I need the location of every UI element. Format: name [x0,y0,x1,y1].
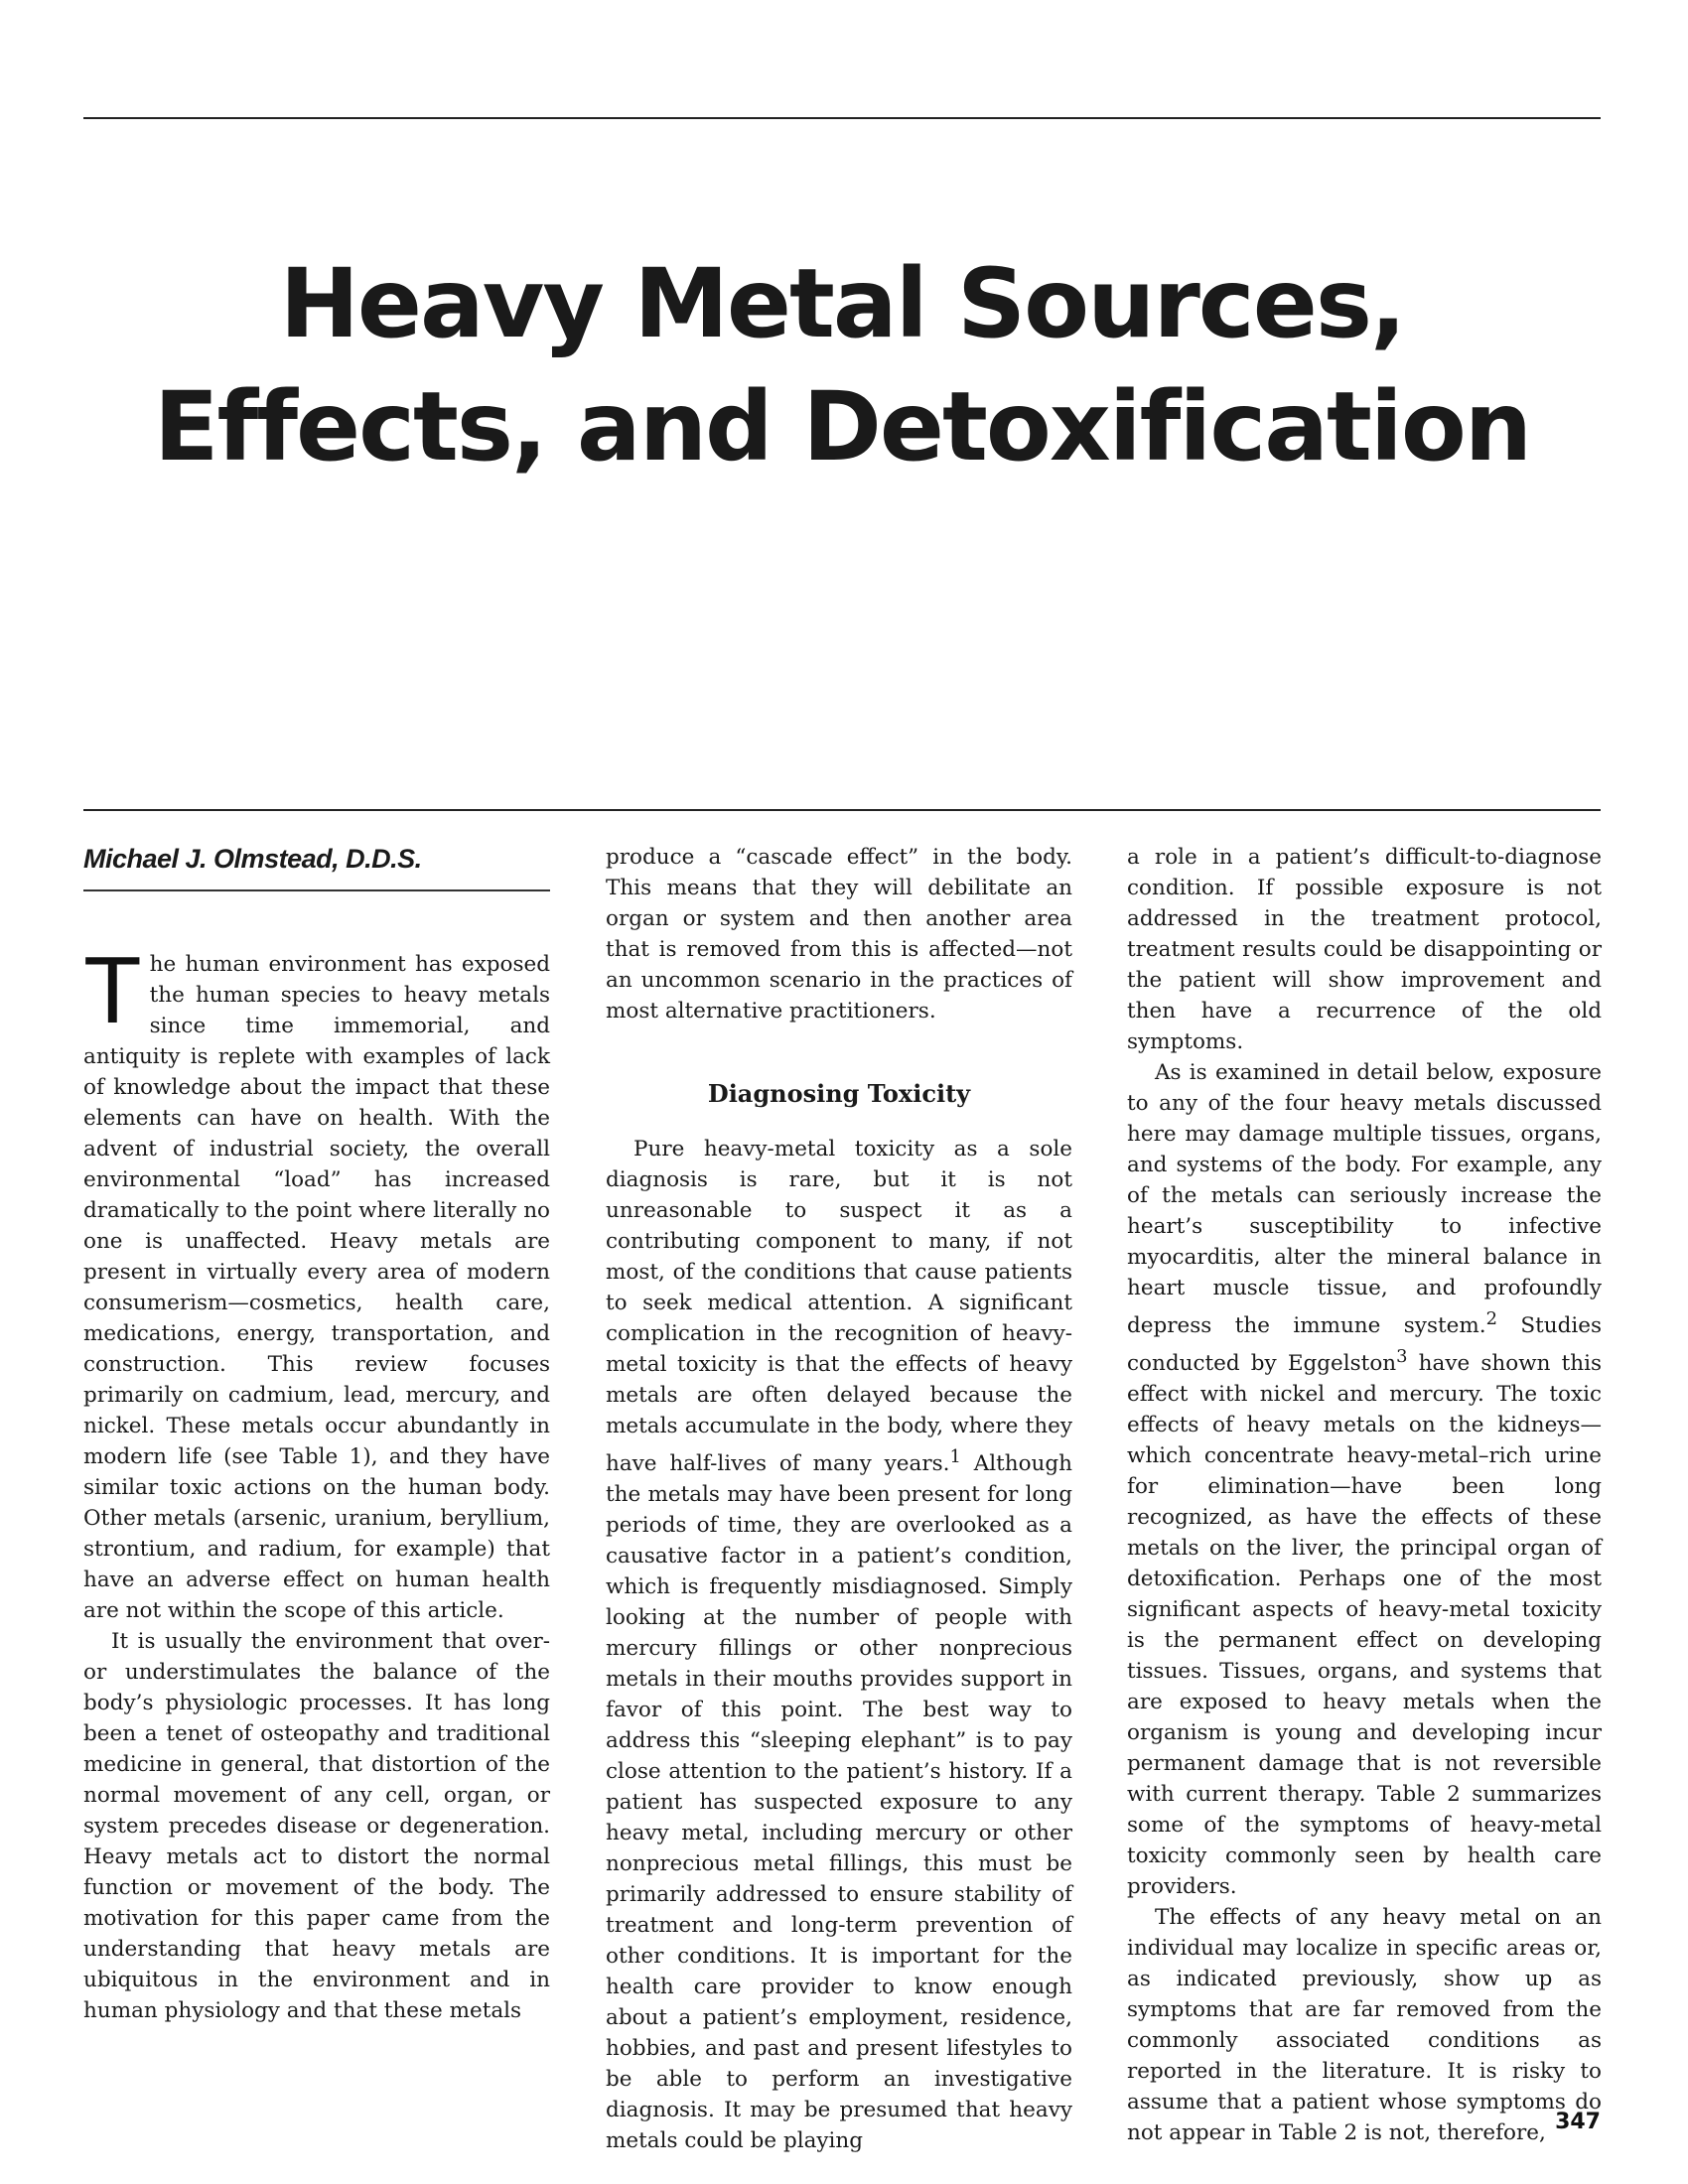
column-2 [606,842,1072,2156]
title-line-1: Heavy Metal Sources, [279,248,1405,360]
paragraph-exposure-text-a: As is examined in detail below, exposure to any of the four heavy metals discussed here may damage multiple tissues, organs, and systems of the body. For example, any of the metals can seriously increase the heart’s susceptibility to infective myocarditis, alter the mineral balance in heart muscle tissue, and profoundly depress the immune system. [1127,1060,1602,1339]
paragraph-difficult-diagnosis: a role in a patient’s difficult-to-diagnose condition. If possible exposure is not addressed in the treatment protocol, treatment results could be disappointing or the patient will show improvement and then have a recurrence of the old symptoms. [1127,845,1602,1054]
reference-superscript-3: 3 [1396,1346,1408,1368]
paragraph-exposure-text-b: Studies conducted by Eggelston [1127,1313,1602,1377]
paragraph-diagnosis [606,1134,1072,2156]
intro-paragraph [83,937,550,1626]
article-title [83,242,1601,488]
paragraph-exposure-text-c: have shown this effect with nickel and mercury. The toxic effects of heavy metals on the kidneys—which concentrate heavy-metal–rich urine for elimination—have been long recognized, as have the effects of these metals on the liver, the principal organ of detoxification. Perhaps one of the most significant aspects of heavy-metal toxicity is the permanent effect on developing tissues. Tissues, organs, and systems that are exposed to heavy metals when the organism is young and developing incur permanent damage that is not reversible with current therapy. Table 2 summarizes some of the symptoms of heavy-metal toxicity commonly seen by health care providers. [1127,1351,1602,1900]
column-3 [1127,842,1602,2148]
drop-cap: T [83,937,142,1043]
paragraph-diagnosis-text-b: Although the metals may have been present for long periods of time, they are overlooked as a causative factor in a patient’s condition, which is frequently misdiagnosed. Simply looking at the number of people with mercury fillings or other nonprecious metals in their mouths provides support in favor of this point. The best way to address this “sleeping elephant” is to pay close attention to the patient’s history. If a patient has suspected exposure to any heavy metal, including mercury or other nonprecious metal fillings, this must be primarily addressed to ensure stability of treatment and long-term prevention of other conditions. It is important for the health care provider to know enough about a patient’s employment, residence, hobbies, and past and present lifestyles to be able to perform an investigative diagnosis. It may be presumed that heavy metals could be playing [606,1451,1072,2154]
section-heading-diagnosing-toxicity: Diagnosing Toxicity [707,1079,971,1108]
paragraph-cascade: produce a “cascade effect” in the body. This means that they will debilitate an organ or system and then another area that is removed from this is affected—not an uncommon scenario in the practices of most alternative practitioners. [606,845,1072,1024]
intro-paragraph-text: he human environment has exposed the human species to heavy metals since time immemorial, and antiquity is replete with examples of lack of knowledge about the impact that these elements can have on health. With the advent of industrial society, the overall environmental “load” has increased dramatically to the point where literally no one is unaffected. Heavy metals are present in virtually every area of modern consumerism—cosmetics, health care, medications, energy, transportation, and construction. This review focuses primarily on cadmium, lead, mercury, and nickel. These metals occur abundantly in modern life (see Table 1), and they have similar toxic actions on the human body. Other metals (arsenic, uranium, beryllium, strontium, and radium, for example) that have an adverse effect on human health are not within the scope of this article. [83,952,550,1623]
reference-superscript-2: 2 [1485,1308,1497,1329]
paragraph-exposure [1127,1057,1602,1902]
reference-superscript-1: 1 [949,1446,961,1467]
paragraph-environment: It is usually the environment that over- or understimulates the balance of the body’s physiologic processes. It has long been a tenet of osteopathy and traditional medicine in general, that distortion of the normal movement of any cell, organ, or system precedes disease or degeneration. Heavy metals act to distort the normal function or movement of the body. The motivation for this paper came from the understanding that heavy metals are ubiquitous in the environment and in human physiology and that these metals [83,1629,550,2023]
author-rule [83,889,550,891]
column-1 [83,842,550,2026]
paragraph-diagnosis-text-a: Pure heavy-metal toxicity as a sole diagnosis is rare, but it is not unreasonable to suspect it as a contributing component to many, if not most, of the conditions that cause patients to seek medical attention. A significant complication in the recognition of heavy-metal toxicity is that the effects of heavy metals are often delayed because the metals accumulate in the body, where they have half-lives of many years. [606,1137,1072,1477]
title-line-2: Effects, and Detoxification [153,371,1531,483]
author-name: Michael J. Olmstead, D.D.S. [83,844,422,874]
paragraph-effects: The effects of any heavy metal on an individual may localize in specific areas or, as indicated previously, show up as symptoms that are far removed from the commonly associated conditions as reported in the literature. It is risky to assume that a patient whose symptoms do not appear in Table 2 is not, therefore, [1127,1905,1602,2146]
page-number: 347 [1555,2110,1601,2134]
top-rule [83,117,1601,119]
middle-rule [83,809,1601,811]
